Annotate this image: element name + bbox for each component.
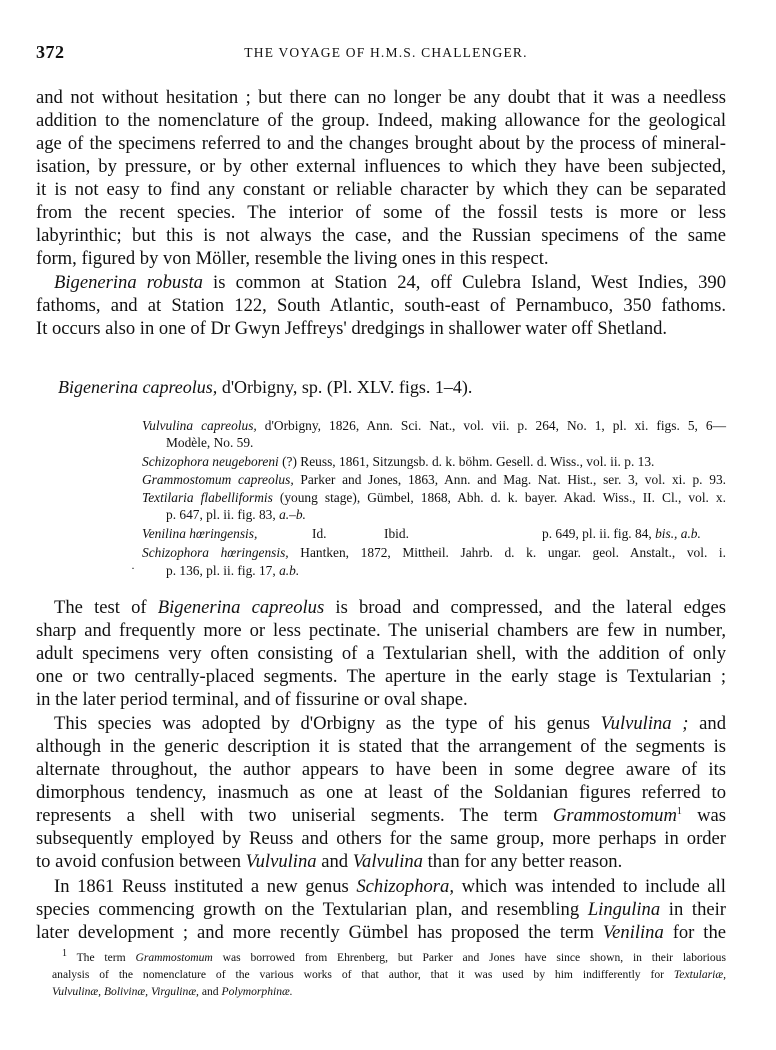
text-span: for the [663,922,726,943]
genus-name: Grammostomum [135,951,213,964]
text-line: it is not easy to find any constant or reliable character by which they can be separated [36,179,726,200]
page-header [36,42,736,64]
synonym-continuation [166,562,299,579]
genus-name: Valvulina [352,851,423,872]
text-span: bis., a.b. [655,526,701,541]
text-span: and [316,851,353,872]
genus-name: Lingulina [587,899,661,920]
footnote-line [62,950,726,966]
genus-name: Grammostomum [552,805,677,826]
text-span: The test of [54,597,158,618]
text-span: Id. [312,526,327,541]
text-line: alternate throughout, the author appears to have been in some degree aware of its [36,759,726,780]
text-span: than for any better reason. [422,851,623,872]
text-span: is broad and compressed, and the lateral edges [324,597,726,618]
species-name: Bigenerina capreolus [157,597,325,618]
genus-name: Schizophora, [356,876,454,897]
species-name: Bigenerina capreolus, [58,377,218,397]
text-span: (young stage), Gümbel, 1868, Abh. d. k. bayer. Akad. Wiss., II. Cl., vol. x. [272,490,726,505]
text-span: species commencing growth on the Textularian plan, and resembling [36,899,588,920]
text-line: addition to the nomenclature of the group. Indeed, making allowance for the geological [36,110,726,131]
synonym-name: Venilina hœringensis, [142,526,258,541]
synonym-entry [142,471,726,488]
text-line: one or two centrally-placed segments. The aperture in the early stage is Textularian ; [36,666,726,687]
page-number: 372 [36,42,65,62]
text-span: p. 649, pl. ii. fig. 84, [542,526,656,541]
species-name: Bigenerina robusta [54,272,203,293]
text-span: in their [660,899,726,920]
text-span: represents a shell with two uniserial segments. The term [36,805,553,826]
synonym-entry [142,489,726,506]
synonym-name: Schizophora hœringensis, [142,545,289,560]
genus-name: Polymorphinæ. [221,985,293,998]
text-line: subsequently employed by Reuss and others for the same group, more perhaps in order [36,828,726,849]
text-line [36,805,726,827]
text-span: Hantken, 1872, Mittheil. Jahrb. d. k. ungar. geol. Anstalt., vol. i. [288,545,726,560]
text-line: isation, by pressure, or by other external influences to which they have been subjected, [36,156,726,177]
synonym-continuation: Modèle, No. 59. [166,435,254,450]
text-line: sharp and frequently more or less pectinate. The uniserial chambers are few in number, [36,620,726,641]
running-title: THE VOYAGE OF H.M.S. CHALLENGER. [244,45,528,60]
synonym-name: Schizophora neugeboreni [142,454,279,469]
print-dot: · [131,561,135,575]
text-line [36,851,726,873]
text-span: In 1861 Reuss instituted a new genus [54,876,357,897]
text-line [54,876,726,898]
text-line: and not without hesitation ; but there can no longer be any doubt that it was a needless [36,87,726,108]
species-heading [58,377,472,398]
text-span: p. 647, pl. ii. fig. 83, [166,507,280,522]
text-line: adult specimens very often consisting of a Textularian shell, with the addition of only [36,643,726,664]
genus-name: Venilina [602,922,664,943]
synonym-name: Grammostomum capreolus, [142,472,294,487]
text-line: although in the generic description it is stated that the arrangement of the segments is [36,736,726,757]
text-span [542,526,701,542]
text-line: dimorphous tendency, inasmuch as one at least of the Soldanian figures referred to [36,782,726,803]
text-line [36,922,726,944]
text-line [54,272,726,294]
text-line [36,899,726,921]
text-span: analysis of the nomenclature of the various works of that author, that it was used by him indifferently for [52,968,674,981]
text-line: from the recent species. The interior of some of the fossil tests is more or less [36,202,726,223]
text-span: to avoid confusion between [36,851,246,872]
text-span: d'Orbigny, 1826, Ann. Sci. Nat., vol. vii. p. 264, No. 1, pl. xi. figs. 5, 6— [256,418,726,433]
text-span: which was intended to include all [454,876,726,897]
synonym-name: Textilaria flabelliformis [142,490,273,505]
footnote-mark: 1 [62,948,67,960]
synonym-name: Vulvulina capreolus, [142,418,257,433]
text-span: The term [67,951,136,964]
text-line [54,713,726,735]
text-line: It occurs also in one of Dr Gwyn Jeffreys' dredgings in shallower water off Shetland. [36,318,668,339]
text-span: Parker and Jones, 1863, Ann. and Mag. Nat. Hist., ser. 3, vol. xi. p. 93. [293,472,726,487]
text-line: in the later period terminal, and of fissurine or oval shape. [36,689,468,710]
genus-name: Vulvulina [245,851,317,872]
synonym-continuation [166,506,306,523]
text-span: and [688,713,726,734]
text-line: form, figured by von Möller, resemble the living ones in this respect. [36,248,549,269]
text-line: fathoms, and at Station 122, South Atlantic, south-east of Pernambuco, 350 fathoms. [36,295,726,316]
text-span: p. 136, pl. ii. fig. 17, [166,563,280,578]
text-span: (?) Reuss, 1861, Sitzungsb. d. k. böhm. Gesell. d. Wiss., vol. ii. p. 13. [278,454,655,469]
synonym-entry [142,417,726,434]
text-span: and [198,985,222,998]
genus-name: Vulvulinæ, Bolivinæ, Virgulinæ, [52,985,199,998]
text-span: was [681,805,726,826]
footnote-line [52,967,726,983]
text-span: d'Orbigny, sp. (Pl. XLV. figs. 1–4). [217,377,473,397]
text-line [54,597,726,619]
text-span: a.–b. [279,507,306,522]
text-span: was borrowed from Ehrenberg, but Parker and Jones have since shown, in their laborious [212,951,726,964]
footnote-line [52,984,293,1000]
text-span: Ibid. [384,526,409,541]
text-span: later development ; and more recently Gümbel has proposed the term [36,922,603,943]
genus-name: Vulvulina ; [600,713,689,734]
genus-name: Textulariæ, [673,968,726,981]
text-line: labyrinthic; but this is not always the case, and the Russian specimens of the same [36,225,726,246]
text-span: a.b. [279,563,300,578]
text-span: is common at Station 24, off Culebra Island, West Indies, 390 [202,272,726,293]
footnote-ref: 1 [676,805,682,817]
synonym-entry [142,544,726,561]
synonym-entry [142,453,654,470]
text-line: age of the specimens referred to and the changes brought about by the process of mineral- [36,133,726,154]
text-span: This species was adopted by d'Orbigny as the type of his genus [54,713,601,734]
